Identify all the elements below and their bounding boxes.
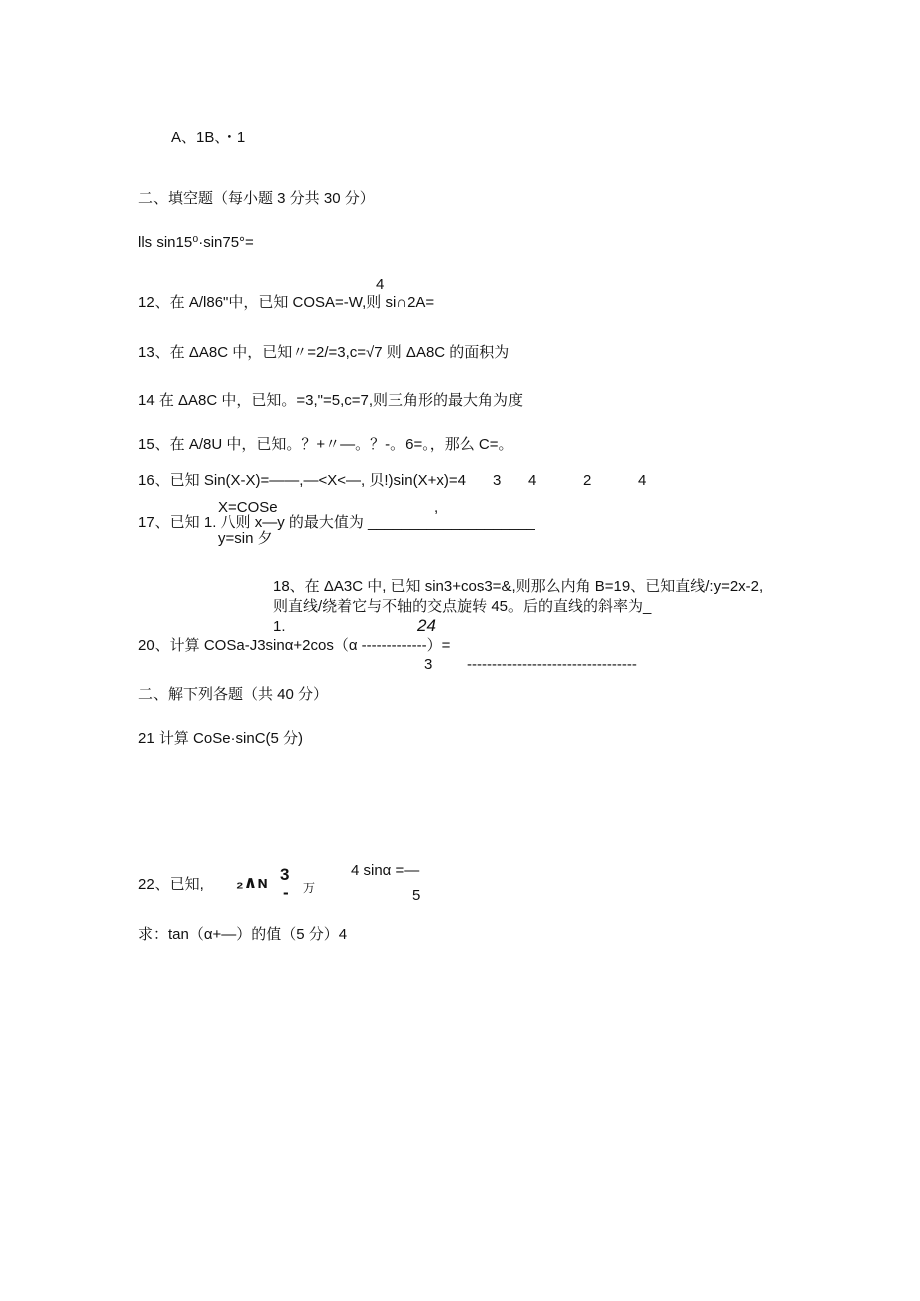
question-20-denominator: 3 — [424, 656, 433, 673]
question-17: 17、已知 1. 八则 x—y 的最大值为 ____________________ — [138, 514, 535, 531]
question-17-bottom: y=sin 夕 — [218, 530, 273, 547]
question-20: 20、计算 COSa-J3sinα+2cos（α -------------）= — [138, 637, 451, 654]
question-21: 21 计算 CoSe·sinC(5 分) — [138, 730, 304, 747]
question-22-ask: 求：tan（α+—）的值（5 分）4 — [138, 926, 348, 943]
question-20-answer-line: ---------------------------------- — [467, 656, 637, 673]
question-12-numerator: 4 — [376, 276, 385, 293]
question-20-top-right: 24 — [417, 616, 436, 635]
question-16-denominator-1: 3 — [493, 472, 502, 489]
question-16-denominator-4: 4 — [638, 472, 647, 489]
question-17-comma: , — [434, 499, 439, 516]
question-22-fraction-bar: - — [283, 883, 289, 902]
question-12: 12、在 A/l86"中，已知 COSA=-W,则 si∩2A= — [138, 294, 435, 311]
question-17-top: X=COSe — [218, 499, 278, 516]
question-20-top-left: 1. — [273, 618, 286, 635]
question-16: 16、已知 Sin(X-X)=——,—<X<—, 贝!)sin(X+x)=4 — [138, 472, 467, 489]
question-18-line-2: 则直线/绕着它与不轴的交点旋转 45。后的直线的斜率为_ — [273, 598, 652, 615]
question-22-denominator: 5 — [412, 887, 421, 904]
options-tail-line: A、1B、・1 — [171, 129, 246, 146]
question-22-small-glyph: 万 — [303, 881, 316, 895]
section-2-header: 二、填空题（每小题 3 分共 30 分） — [138, 190, 375, 207]
question-11: lls sin15⁰·sin75°= — [138, 234, 254, 251]
question-15: 15、在 A/8U 中，已知。？+〃—。？-。6=。，那么 C=。 — [138, 436, 514, 453]
question-22-fraction-top: 3 — [280, 865, 290, 884]
section-3-header: 二、解下列各题（共 40 分） — [138, 686, 329, 703]
question-22-symbol: ₂∧ɴ — [236, 873, 268, 892]
question-16-denominator-2: 4 — [528, 472, 537, 489]
question-22-label: 22、已知, — [138, 876, 204, 893]
question-22-right: 4 sinα =— — [351, 862, 420, 879]
question-18-line-1: 18、在 ΔA3C 中, 已知 sin3+cos3=&,则那么内角 B=19、已知直线/:y=2x-2, — [273, 578, 764, 595]
question-16-denominator-3: 2 — [583, 472, 592, 489]
question-14: 14 在 ΔA8C 中，已知。=3,"=5,c=7,则三角形的最大角为度 — [138, 392, 524, 409]
question-13: 13、在 ΔA8C 中，已知〃=2/=3,c=√7 则 ΔA8C 的面积为 — [138, 344, 510, 361]
